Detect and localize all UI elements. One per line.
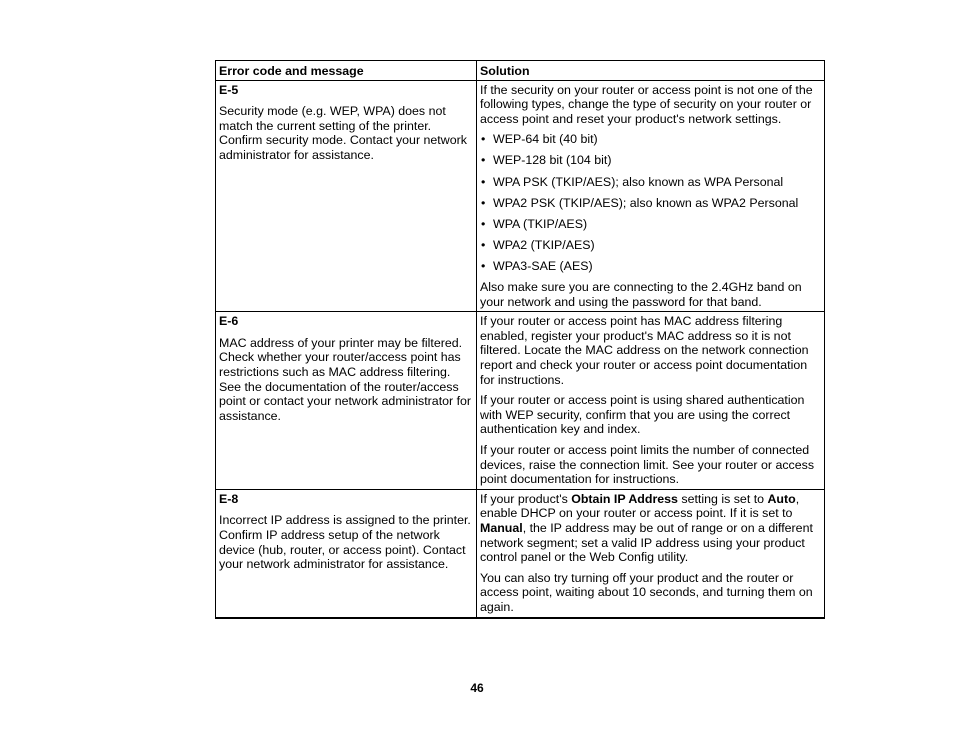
header-error-code: Error code and message: [216, 61, 477, 81]
list-item: • WPA (TKIP/AES): [480, 217, 821, 232]
solution-cell: [477, 312, 825, 490]
error-cell: [216, 80, 477, 312]
solution-paragraph: If the security on your router or access point is not one of the following types, change the type of security on your router or access point and reset your product's network settings.: [480, 82, 813, 126]
solution-paragraph: Also make sure you are connecting to the 2.4GHz band on your network and using the password for that band.: [480, 280, 802, 309]
solution-paragraph: You can also try turning off your product and the router or access point, waiting about 10 seconds, and turning them on again.: [480, 570, 813, 614]
solution-cell: [477, 489, 825, 617]
list-item: • WEP-128 bit (104 bit): [480, 153, 821, 168]
text-run: , enable DHCP on your router or access point. If it is set to: [480, 491, 800, 521]
text-run: setting is set to: [677, 491, 768, 506]
error-cell: [216, 489, 477, 617]
list-item: • WPA PSK (TKIP/AES); also known as WPA Personal: [480, 175, 821, 190]
list-item: • WEP-64 bit (40 bit): [480, 132, 821, 147]
error-code-table: [215, 60, 825, 619]
table-row: [216, 80, 825, 312]
error-cell: [216, 312, 477, 490]
list-item: • WPA2 PSK (TKIP/AES); also known as WPA2 Personal: [480, 196, 821, 211]
table-header-row: [216, 61, 825, 81]
header-solution: Solution: [477, 61, 825, 81]
error-code: E-5: [219, 82, 239, 97]
solution-cell: [477, 80, 825, 312]
error-message: Security mode (e.g. WEP, WPA) does not match the current setting of the printer. Confirm security mode. Contact your network administrator for assistance.: [219, 104, 467, 162]
solution-paragraph: [480, 492, 821, 565]
setting-value-auto: Auto: [767, 491, 796, 506]
page-number: 46: [470, 681, 484, 695]
text-run: If your product's: [480, 491, 572, 506]
error-code: E-6: [219, 314, 239, 329]
list-item: • WPA3-SAE (AES): [480, 259, 821, 274]
list-item: • WPA2 (TKIP/AES): [480, 238, 821, 253]
error-message: MAC address of your printer may be filtered. Check whether your router/access point has restrictions such as MAC address filtering. See the documentation of the router/access point or contact your network administrator for assistance.: [219, 335, 472, 423]
solution-paragraph: If your router or access point limits the number of connected devices, raise the connection limit. See your router or access point documentation for instructions.: [480, 442, 815, 487]
error-message: Incorrect IP address is assigned to the printer. Confirm IP address setup of the network device (hub, router, or access point). Contact your network administrator for assistance.: [219, 513, 471, 572]
setting-name-obtain-ip: Obtain IP Address: [571, 491, 678, 506]
error-code: E-8: [219, 491, 239, 506]
solution-paragraph: If your router or access point has MAC address filtering enabled, register your product's MAC address so it is not filtered. Locate the MAC address on the network connection report and check your router or access point documentation for instructions.: [480, 314, 809, 387]
text-run: , the IP address may be out of range or on a different network segment; set a valid IP address using your product control panel or the Web Config utility.: [480, 520, 813, 565]
security-type-list: [480, 132, 821, 273]
solution-paragraph: If your router or access point is using shared authentication with WEP security, confirm that you are using the correct authentication key and index.: [480, 393, 805, 437]
setting-value-manual: Manual: [480, 520, 523, 535]
table-row: [216, 312, 825, 490]
table-row: [216, 489, 825, 617]
